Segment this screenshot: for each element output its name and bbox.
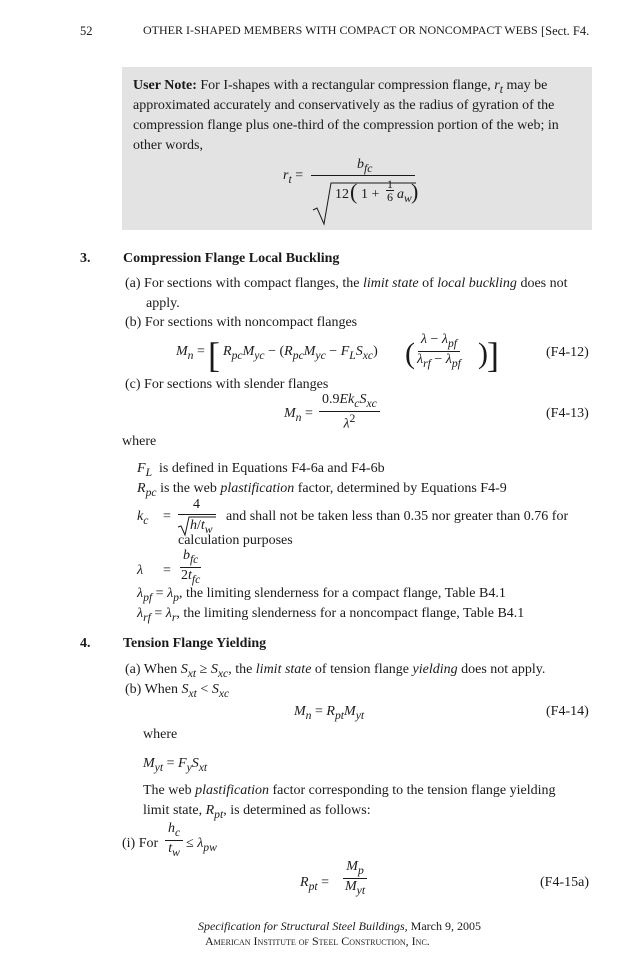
section-reference: [Sect. F4.: [541, 24, 590, 38]
equation-number-f4-14: (F4-14): [546, 704, 589, 719]
equation-number-f4-13: (F4-13): [546, 406, 589, 421]
tension-item-a: (a) When $S_{xt} \ge S_{xc}$, the limit state of tension flange yielding does not apply.: [125, 662, 546, 680]
running-title: OTHER I-SHAPED MEMBERS WITH COMPACT OR NONCOMPACT WEBS: [143, 23, 538, 37]
user-note-label: User Note:: [133, 78, 197, 93]
user-note-line-3: compression flange plus one-third of the compression portion of the web; in: [133, 118, 559, 133]
footer-spec: Specification for Structural Steel Buildings, March 9, 2005: [198, 919, 481, 933]
definition-lambda-rf: $\lambda_{rf} = \lambda_r$, the limiting slenderness for a noncompact flange, Table B4.1: [137, 606, 525, 624]
myt-definition: $M_{yt} = F_yS_{xt}$: [143, 756, 208, 774]
where-label: where: [122, 434, 157, 449]
item-c-line: (c) For sections with slender flanges: [125, 377, 329, 392]
web-plastification-line-1: The web plastification factor corresponding to the tension flange yielding: [143, 783, 556, 798]
user-note-line-4: other words,: [133, 138, 203, 153]
user-note-line-1: User Note: For I-shapes with a rectangular compression flange, $r_t$ may be: [133, 78, 548, 96]
equation-f4-14: $M_n = R_{pt}M_{yt}$: [294, 704, 365, 722]
user-note-text: For I-shapes with a rectangular compression flange,: [200, 78, 491, 93]
tension-item-b: (b) When $S_{xt} < S_{xc}$: [125, 682, 230, 700]
user-note-line-2: approximated accurately and conservatively as the radius of gyration of the: [133, 98, 555, 113]
item-b-line: (b) For sections with noncompact flanges: [125, 315, 358, 330]
section-4-title: Tension Flange Yielding: [123, 636, 267, 651]
definition-fl: $F_L$ is defined in Equations F4-6a and F4-6b: [137, 461, 385, 479]
user-note-text-tail: may be: [506, 78, 548, 93]
definition-lambda-pf: $\lambda_{pf} = \lambda_p$, the limiting slenderness for a compact flange, Table B4.1: [137, 586, 506, 604]
where-label-2: where: [143, 727, 178, 742]
section-3-title: Compression Flange Local Buckling: [123, 251, 340, 266]
definition-kc-line-2: calculation purposes: [178, 533, 293, 548]
equation-number-f4-12: (F4-12): [546, 345, 589, 360]
equation-number-f4-15a: (F4-15a): [540, 875, 589, 890]
web-plastification-line-2: limit state, $R_{pt}$, is determined as follows:: [143, 803, 371, 821]
item-a-line-2: apply.: [146, 296, 180, 311]
section-3-number: 3.: [80, 251, 91, 266]
section-4-number: 4.: [80, 636, 91, 651]
item-a-line-1: (a) For sections with compact flanges, the limit state of local buckling does not: [125, 276, 568, 291]
definition-rpc: $R_{pc}$ is the web plastification factor, determined by Equations F4-9: [137, 481, 507, 499]
footer-publisher: American Institute of Steel Construction, Inc.: [205, 934, 430, 948]
page-number: 52: [80, 24, 93, 38]
